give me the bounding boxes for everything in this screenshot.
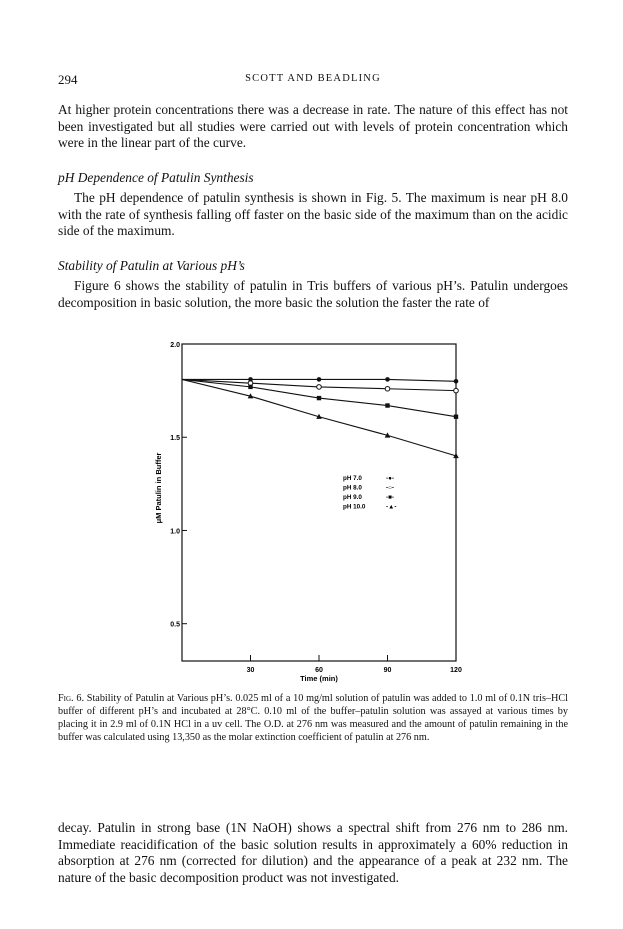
x-axis-label: Time (min) bbox=[300, 674, 338, 683]
data-series bbox=[182, 377, 459, 458]
data-point bbox=[385, 386, 390, 391]
data-point bbox=[454, 388, 459, 393]
legend-symbol: -●- bbox=[386, 475, 394, 482]
data-point bbox=[454, 379, 459, 384]
data-point bbox=[317, 385, 322, 390]
y-tick-label: 1.0 bbox=[170, 528, 180, 536]
paragraph-decay bbox=[58, 820, 568, 886]
plot-frame bbox=[182, 344, 456, 661]
data-point bbox=[454, 415, 458, 419]
chart-legend bbox=[343, 475, 396, 511]
x-tick-label: 30 bbox=[246, 667, 255, 674]
legend-label: pH 9.0 bbox=[343, 494, 362, 501]
data-point bbox=[317, 377, 322, 382]
legend-label: pH 10.0 bbox=[343, 503, 366, 511]
legend-label: pH 8.0 bbox=[343, 484, 362, 492]
plot-border bbox=[182, 344, 456, 661]
legend-symbol: -▲- bbox=[386, 503, 397, 511]
x-tick-label: 90 bbox=[383, 667, 392, 674]
paragraph-protein bbox=[58, 102, 568, 152]
y-tick-label: 0.5 bbox=[170, 621, 180, 629]
legend-symbol: -■- bbox=[386, 494, 394, 501]
data-point bbox=[317, 396, 321, 400]
data-point bbox=[385, 403, 389, 407]
y-tick-label: 1.5 bbox=[170, 435, 180, 443]
figure-caption bbox=[58, 692, 568, 744]
x-tick-label: 60 bbox=[315, 667, 323, 674]
caption-label: Fig. 6. bbox=[58, 693, 85, 704]
section-heading-stability: Stability of Patulin at Various pH’s bbox=[58, 258, 245, 273]
caption-text: Stability of Patulin at Various pH’s. 0.025 ml of a 10 mg/ml solution of patulin was added to 1.0 ml of 0.1N tris–HCl buffer of different pH’s and incubated at 28°C. 0.10 ml of the buffer–patulin solution was assayed at various times by placing it in 2.9 ml of 0.1N HCl in a uv cell. The O.D. at 276 nm was measured and the amount of patulin remaining in the buffer was calculated using 13,350 as the molar extinction coefficient of patulin at 276 nm. bbox=[58, 693, 568, 743]
section-heading-ph-dependence: pH Dependence of Patulin Synthesis bbox=[58, 170, 254, 185]
paragraph-stability-text: Figure 6 shows the stability of patulin in Tris buffers of various pH’s. Patulin undergoes decomposition in basic solution, the more basic the solution the faster the rate of bbox=[58, 278, 568, 310]
paragraph-stability bbox=[58, 278, 568, 311]
page-header bbox=[58, 72, 568, 92]
paragraph-ph-dependence bbox=[58, 190, 568, 240]
page-number: 294 bbox=[58, 72, 78, 87]
running-head: SCOTT AND BEADLING bbox=[245, 73, 381, 84]
paragraph-protein-text: At higher protein concentrations there was a decrease in rate. The nature of this effect has not been investigated but all studies were carried out with levels of protein concentration which were in the linear part of the curve. bbox=[58, 102, 568, 151]
x-tick-label: 120 bbox=[450, 667, 462, 674]
axis-ticks bbox=[170, 342, 462, 674]
legend-label: pH 7.0 bbox=[343, 475, 362, 482]
data-point bbox=[248, 385, 252, 389]
figure-6-chart bbox=[0, 330, 623, 690]
y-axis-label: μM Patulin in Buffer bbox=[154, 452, 163, 524]
y-tick-label: 2.0 bbox=[170, 342, 180, 349]
paragraph-ph-dependence-text: The pH dependence of patulin synthesis is shown in Fig. 5. The maximum is near pH 8.0 with the rate of synthesis falling off faster on the basic side of the maximum than on the acidic side of the maximum. bbox=[58, 190, 568, 239]
data-point bbox=[385, 377, 390, 382]
legend-symbol: -○- bbox=[386, 484, 394, 492]
paragraph-decay-text: decay. Patulin in strong base (1N NaOH) shows a spectral shift from 276 nm to 286 nm. Immediate reacidification of the basic solution results in approximately a 60% reduction in absorption at 276 nm (corrected for dilution) and the appearance of a peak at 232 nm. The nature of the basic decomposition product was not investigated. bbox=[58, 820, 568, 885]
